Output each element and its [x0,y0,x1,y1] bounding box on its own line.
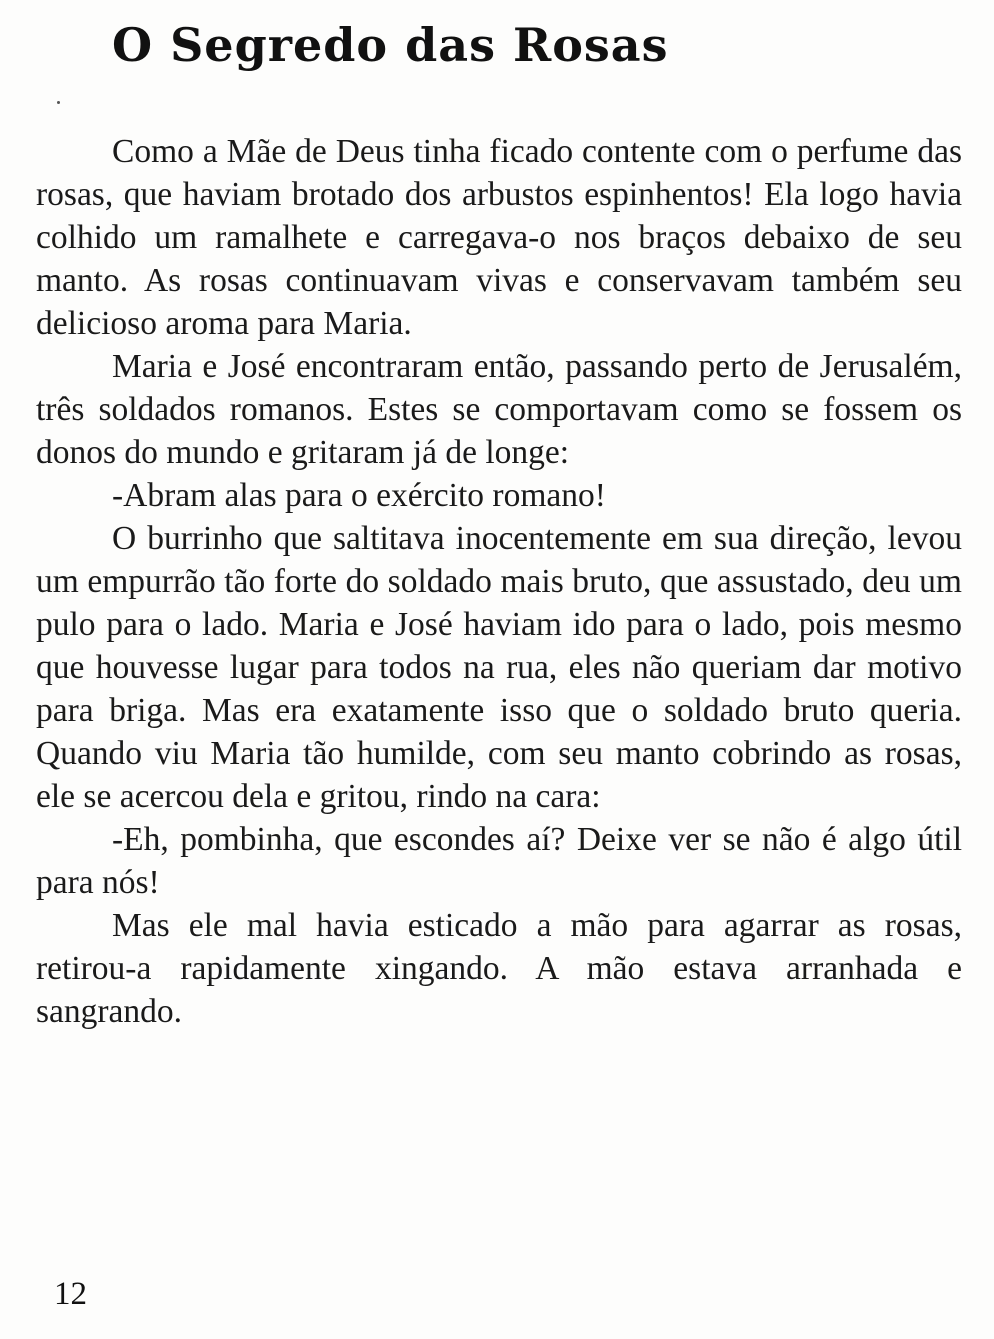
page-number: 12 [54,1276,87,1312]
page-speck [57,101,60,104]
story-text [36,130,962,1033]
dialogue-line: -Abram alas para o exército romano! [112,477,606,514]
paragraph: O burrinho que saltitava inocentemente em sua direção, levou um empurrão tão forte do soldado mais bruto, que assustado, deu um pulo para o lado. Maria e José haviam ido para o lado, pois mesmo que houvesse lugar para todos na rua, eles não queriam dar motivo para briga. Mas era exatamente isso que o soldado bruto queria. Quando viu Maria tão humilde, com seu manto cobrindo as rosas, ele se acercou dela e gritou, rindo na cara: [36,520,962,815]
paragraph: Como a Mãe de Deus tinha ficado contente com o perfume das rosas, que haviam brotado dos arbustos espinhentos! Ela logo havia colhido um ramalhete e carregava-o nos braços debaixo de seu manto. As rosas continuavam vivas e conservavam também seu delicioso aroma para Maria. [36,133,962,342]
dialogue-line: -Eh, pombinha, que escondes aí? Deixe ver se não é algo útil para nós! [36,821,962,901]
paragraph: Mas ele mal havia esticado a mão para agarrar as rosas, retirou-a rapidamente xingando. A mão estava arranhada e sangrando. [36,907,962,1030]
chapter-title: O Segredo das Rosas [112,18,669,72]
paragraph: Maria e José encontraram então, passando perto de Jerusalém, três soldados romanos. Estes se comportavam como se fossem os donos do mundo e gritaram já de longe: [36,348,962,471]
